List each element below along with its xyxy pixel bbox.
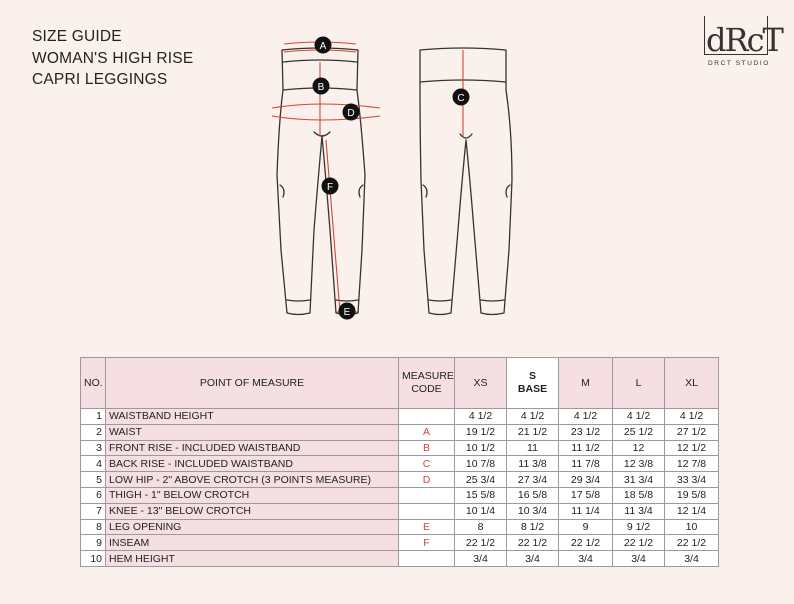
header-size-s-base: BASE [517,383,548,395]
table-row [81,487,719,503]
header-point-of-measure: POINT OF MEASURE [106,358,399,409]
size-m-cell: 22 1/2 [559,535,613,551]
size-m-cell: 11 7/8 [559,456,613,472]
size-m-cell: 11 1/2 [559,440,613,456]
size-xl-cell: 27 1/2 [665,424,719,440]
size-l-cell: 12 3/8 [613,456,665,472]
point-of-measure-cell: THIGH - 1" BELOW CROTCH [106,487,399,503]
measure-code-cell [399,503,455,519]
size-xs-cell: 3/4 [455,551,507,567]
marker-a [315,37,332,54]
table-row [81,440,719,456]
header-size-xs: XS [455,358,507,409]
size-s-cell: 10 3/4 [507,503,559,519]
size-l-cell: 9 1/2 [613,519,665,535]
measure-code-cell [399,487,455,503]
header-measure-code-line2: CODE [411,383,442,395]
row-number: 4 [81,456,106,472]
table-row [81,535,719,551]
table-row [81,424,719,440]
brand-logo [701,16,782,68]
point-of-measure-cell: LEG OPENING [106,519,399,535]
size-s-cell: 11 [507,440,559,456]
table-row [81,519,719,535]
table-row [81,503,719,519]
size-l-cell: 3/4 [613,551,665,567]
size-l-cell: 31 3/4 [613,472,665,488]
size-s-cell: 27 3/4 [507,472,559,488]
size-s-cell: 3/4 [507,551,559,567]
size-l-cell: 11 3/4 [613,503,665,519]
point-of-measure-cell: LOW HIP - 2" ABOVE CROTCH (3 POINTS MEASURE) [106,472,399,488]
size-xs-cell: 10 1/2 [455,440,507,456]
row-number: 2 [81,424,106,440]
header-size-s-label: S [528,370,536,382]
size-m-cell: 17 5/8 [559,487,613,503]
svg-text:F: F [326,182,334,193]
point-of-measure-cell: WAIST [106,424,399,440]
row-number: 3 [81,440,106,456]
header-size-m: M [559,358,613,409]
row-number: 8 [81,519,106,535]
header-size-xl: XL [665,358,719,409]
size-m-cell: 23 1/2 [559,424,613,440]
measure-code-cell: A [399,424,455,440]
size-l-cell: 22 1/2 [613,535,665,551]
size-xs-cell: 8 [455,519,507,535]
table-row [81,551,719,567]
size-xs-cell: 25 3/4 [455,472,507,488]
size-xl-cell: 33 3/4 [665,472,719,488]
svg-text:A: A [319,41,327,52]
svg-text:E: E [343,307,351,318]
size-s-cell: 21 1/2 [507,424,559,440]
size-m-cell: 4 1/2 [559,409,613,425]
measure-code-cell: E [399,519,455,535]
point-of-measure-cell: WAISTBAND HEIGHT [106,409,399,425]
size-spec-table [80,357,719,567]
table-row [81,409,719,425]
size-l-cell: 4 1/2 [613,409,665,425]
marker-c [453,89,470,106]
table-header-row [81,358,719,409]
measure-code-cell: D [399,472,455,488]
svg-text:C: C [457,93,465,104]
table-body [81,409,719,567]
measure-markers [313,37,470,320]
title-line-1: SIZE GUIDE [32,28,122,45]
size-m-cell: 29 3/4 [559,472,613,488]
size-xl-cell: 12 1/4 [665,503,719,519]
table-row [81,472,719,488]
measure-code-cell [399,551,455,567]
point-of-measure-cell: BACK RISE - INCLUDED WAISTBAND [106,456,399,472]
header-size-s [507,358,559,409]
header-no: NO. [81,358,106,409]
row-number: 1 [81,409,106,425]
title-line-2: WOMAN'S HIGH RISE [32,49,194,67]
leggings-technical-drawing [260,30,530,330]
row-number: 7 [81,503,106,519]
size-l-cell: 12 [613,440,665,456]
size-xs-cell: 15 5/8 [455,487,507,503]
size-m-cell: 11 1/4 [559,503,613,519]
measure-code-cell [399,409,455,425]
header-measure-code [399,358,455,409]
marker-d [343,104,360,121]
svg-text:D: D [347,108,355,119]
measure-code-cell: F [399,535,455,551]
row-number: 10 [81,551,106,567]
size-s-cell: 22 1/2 [507,535,559,551]
size-xl-cell: 12 7/8 [665,456,719,472]
size-xs-cell: 10 1/4 [455,503,507,519]
size-xs-cell: 19 1/2 [455,424,507,440]
size-xs-cell: 10 7/8 [455,456,507,472]
header-size-l: L [613,358,665,409]
size-xl-cell: 22 1/2 [665,535,719,551]
point-of-measure-cell: KNEE - 13" BELOW CROTCH [106,503,399,519]
logo-mark: dRcT [706,21,782,59]
size-s-cell: 16 5/8 [507,487,559,503]
logo-subtitle: DRCT STUDIO [708,60,770,67]
back-view-outline [420,48,512,315]
title-line-3: CAPRI LEGGINGS [32,71,168,88]
measure-code-cell: B [399,440,455,456]
size-l-cell: 25 1/2 [613,424,665,440]
size-xl-cell: 10 [665,519,719,535]
marker-e [339,303,356,320]
point-of-measure-cell: HEM HEIGHT [106,551,399,567]
size-xs-cell: 4 1/2 [455,409,507,425]
measurement-lines [272,42,463,312]
size-xl-cell: 19 5/8 [665,487,719,503]
point-of-measure-cell: INSEAM [106,535,399,551]
size-xl-cell: 12 1/2 [665,440,719,456]
marker-f [322,178,339,195]
marker-b [313,78,330,95]
size-l-cell: 18 5/8 [613,487,665,503]
header-measure-code-line1: MEASURE [402,370,454,382]
measure-code-cell: C [399,456,455,472]
size-m-cell: 9 [559,519,613,535]
svg-text:B: B [317,82,325,93]
point-of-measure-cell: FRONT RISE - INCLUDED WAISTBAND [106,440,399,456]
size-s-cell: 4 1/2 [507,409,559,425]
size-s-cell: 8 1/2 [507,519,559,535]
size-xl-cell: 3/4 [665,551,719,567]
size-xs-cell: 22 1/2 [455,535,507,551]
row-number: 9 [81,535,106,551]
row-number: 5 [81,472,106,488]
table-row [81,456,719,472]
title-block [32,26,193,91]
row-number: 6 [81,487,106,503]
size-s-cell: 11 3/8 [507,456,559,472]
size-xl-cell: 4 1/2 [665,409,719,425]
size-m-cell: 3/4 [559,551,613,567]
